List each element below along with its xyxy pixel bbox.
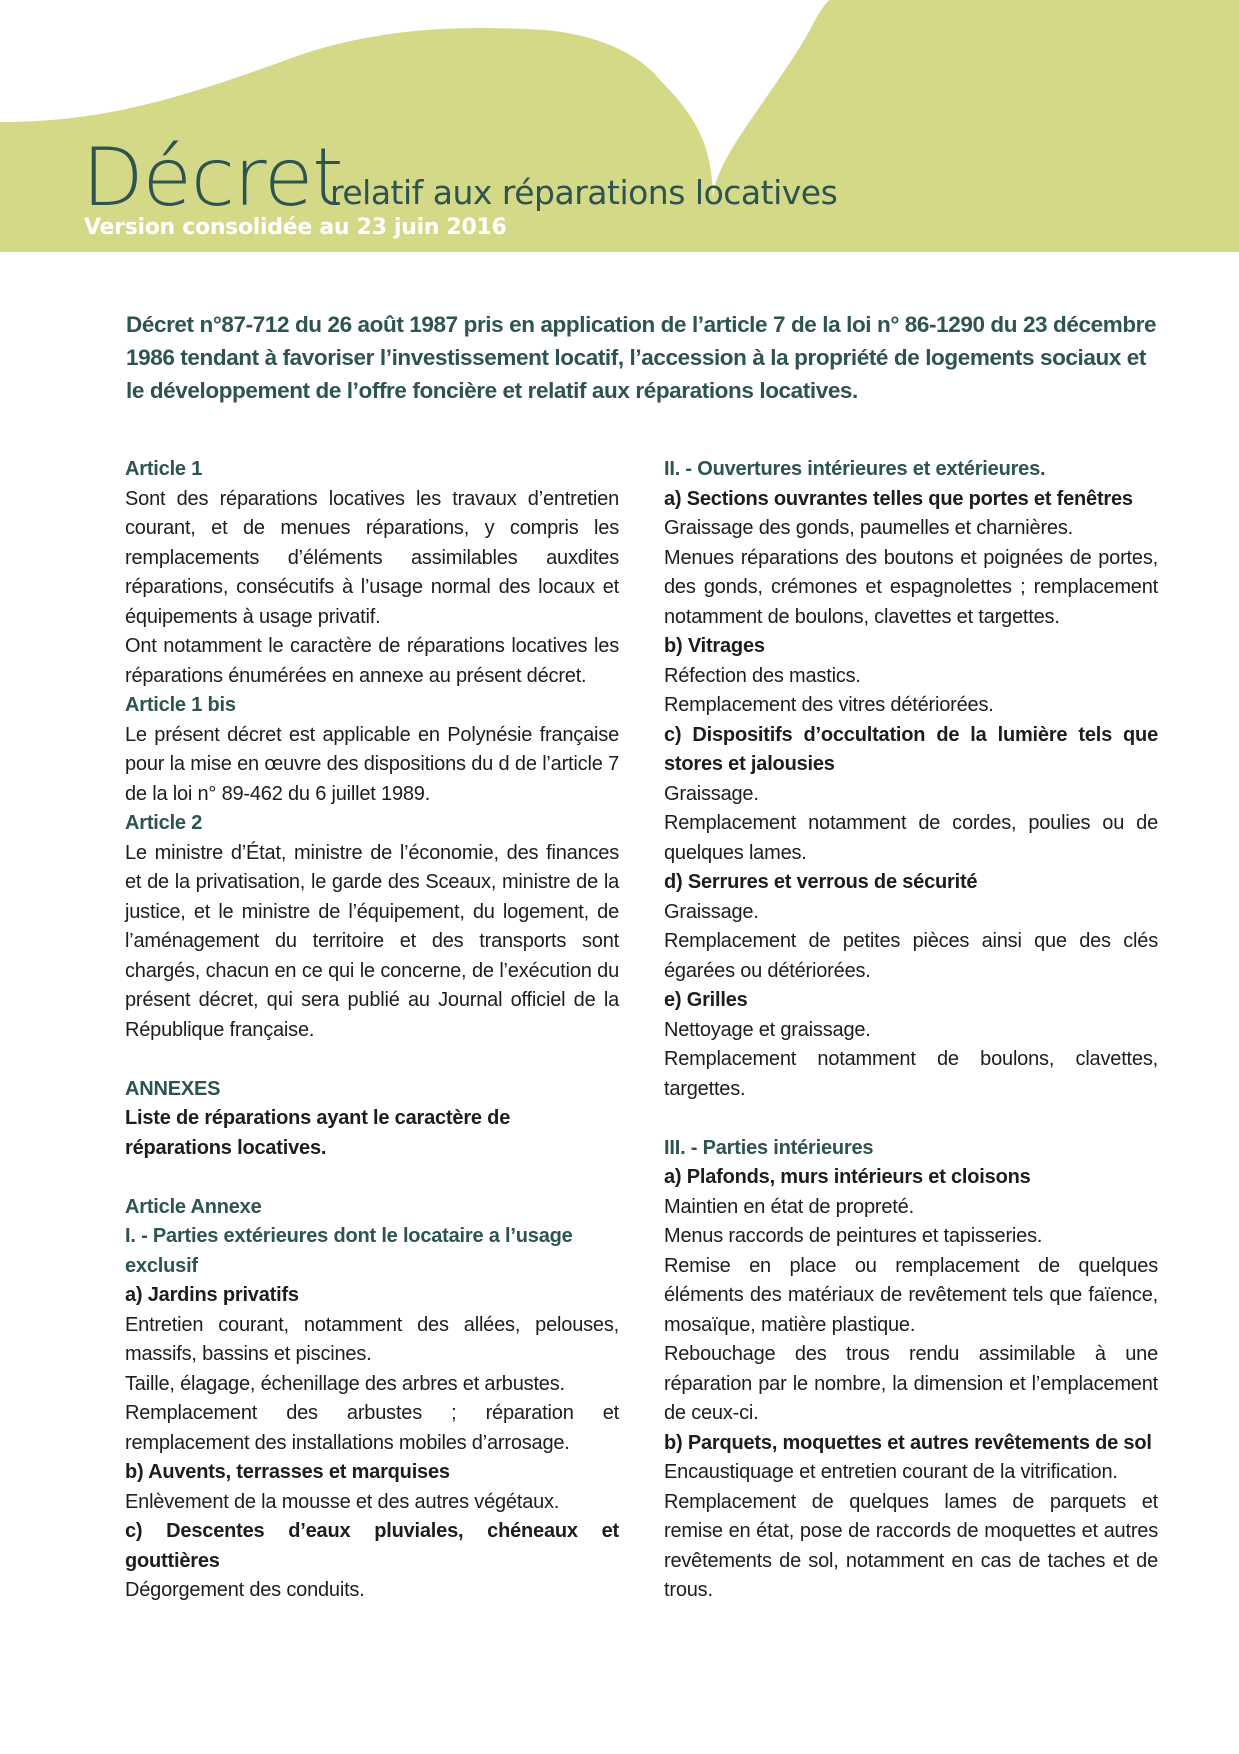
item-paragraph: Rebouchage des trous rendu assimilable à une réparation par le nombre, la dimension et l’emplacement de ceux-ci. (664, 1343, 1158, 1424)
article-1bis-heading: Article 1 bis (125, 694, 236, 716)
subsection-heading: a) Sections ouvrantes telles que portes et fenêtres (664, 487, 1133, 510)
left-column (125, 455, 619, 1606)
section-3-heading: III. - Parties intérieures (664, 1136, 874, 1159)
article-1-paragraph: Sont des réparations locatives les travaux d’entretien courant, et de menues réparations, y compris les remplacements d’éléments assimilables auxdites réparations, consécutifs à l’usage normal des locaux et équipements à usage privatif. (125, 487, 619, 628)
subsection-heading: b) Parquets, moquettes et autres revêtements de sol (664, 1431, 1152, 1454)
item-paragraph: Remise en place ou remplacement de quelques éléments des matériaux de revêtement tels que faïence, mosaïque, matière plastique. (664, 1254, 1158, 1336)
item-paragraph: Taille, élagage, échenillage des arbres et arbustes. (125, 1372, 565, 1395)
item-paragraph: Encaustiquage et entretien courant de la vitrification. (664, 1461, 1118, 1483)
item-paragraph: Réfection des mastics. (664, 664, 861, 687)
page-header (0, 0, 1239, 252)
article-1-heading: Article 1 (125, 458, 203, 480)
subsection-heading: e) Grilles (664, 989, 748, 1011)
version-date: Version consolidée au 23 juin 2016 (84, 215, 507, 240)
document-title: Décret (82, 131, 343, 224)
article-1bis-paragraph: Le présent décret est applicable en Polynésie française pour la mise en œuvre des dispositions du d de l’article 7 de la loi n° 89-462 du 6 juillet 1989. (125, 723, 619, 805)
item-paragraph: Graissage. (664, 782, 759, 805)
subsection-heading: b) Auvents, terrasses et marquises (125, 1461, 450, 1483)
document-subtitle: relatif aux réparations locatives (330, 173, 838, 212)
item-paragraph: Entretien courant, notamment des allées, pelouses, massifs, bassins et piscines. (125, 1313, 619, 1365)
item-paragraph: Remplacement de petites pièces ainsi que des clés égarées ou détériorées. (664, 930, 1158, 982)
spacer (125, 1163, 619, 1193)
section-1-heading: I. - Parties extérieures dont le locataire a l’usage exclusif (125, 1225, 573, 1277)
article-annexe-heading: Article Annexe (125, 1195, 262, 1218)
subsection-heading: b) Vitrages (664, 635, 765, 657)
subsection-heading: d) Serrures et verrous de sécurité (664, 871, 978, 893)
item-paragraph: Menues réparations des boutons et poignées de portes, des gonds, crémones et espagnolettes ; remplacement notamment de boulons, clavettes et targettes. (664, 546, 1158, 628)
spacer (125, 1045, 619, 1075)
article-2-heading: Article 2 (125, 812, 203, 834)
decree-reference: Décret n°87-712 du 26 août 1987 pris en application de l’article 7 de la loi n° 86-1290 du 23 décembre 1986 tendant à favoriser l’investissement locatif, l’accession à la propriété de logements sociaux et le développement de l’offre foncière et relatif aux réparations locatives. (126, 312, 1157, 403)
subsection-heading: c) Descentes d’eaux pluviales, chéneaux et gouttières (125, 1520, 619, 1572)
item-paragraph: Enlèvement de la mousse et des autres végétaux. (125, 1490, 560, 1513)
item-paragraph: Remplacement des vitres détériorées. (664, 694, 994, 716)
annexes-heading: ANNEXES (125, 1077, 221, 1100)
item-paragraph: Remplacement notamment de boulons, clavettes, targettes. (664, 1048, 1158, 1100)
item-paragraph: Graissage. (664, 900, 759, 923)
item-paragraph: Remplacement de quelques lames de parquets et remise en état, pose de raccords de moquettes et autres revêtements de sol, notamment en cas de taches et de trous. (664, 1490, 1158, 1601)
subsection-heading: a) Plafonds, murs intérieurs et cloisons (664, 1166, 1031, 1188)
section-2-heading: II. - Ouvertures intérieures et extérieures. (664, 458, 1046, 480)
item-paragraph: Maintien en état de propreté. (664, 1195, 914, 1218)
item-paragraph: Remplacement des arbustes ; réparation et remplacement des installations mobiles d’arrosage. (125, 1402, 619, 1454)
item-paragraph: Graissage des gonds, paumelles et charnières. (664, 517, 1074, 539)
item-paragraph: Nettoyage et graissage. (664, 1018, 871, 1041)
article-1-paragraph: Ont notamment le caractère de réparations locatives les réparations énumérées en annexe au présent décret. (125, 635, 619, 687)
item-paragraph: Dégorgement des conduits. (125, 1579, 365, 1601)
right-column (664, 455, 1158, 1606)
item-paragraph: Menus raccords de peintures et tapisseries. (664, 1225, 1043, 1247)
spacer (664, 1104, 1158, 1134)
subsection-heading: c) Dispositifs d’occultation de la lumière tels que stores et jalousies (664, 723, 1158, 775)
article-2-paragraph: Le ministre d’État, ministre de l’économie, des finances et de la privatisation, le garde des Sceaux, ministre de la justice, et le ministre de l’équipement, du logement, de l’aménagement du territoire et des transports sont chargés, chacun en ce qui le concerne, de l’exécution du présent décret, qui sera publié au Journal officiel de la République française. (125, 841, 619, 1041)
item-paragraph: Remplacement notamment de cordes, poulies ou de quelques lames. (664, 812, 1158, 864)
annexes-subtitle: Liste de réparations ayant le caractère de réparations locatives. (125, 1107, 511, 1159)
subsection-heading: a) Jardins privatifs (125, 1284, 299, 1306)
